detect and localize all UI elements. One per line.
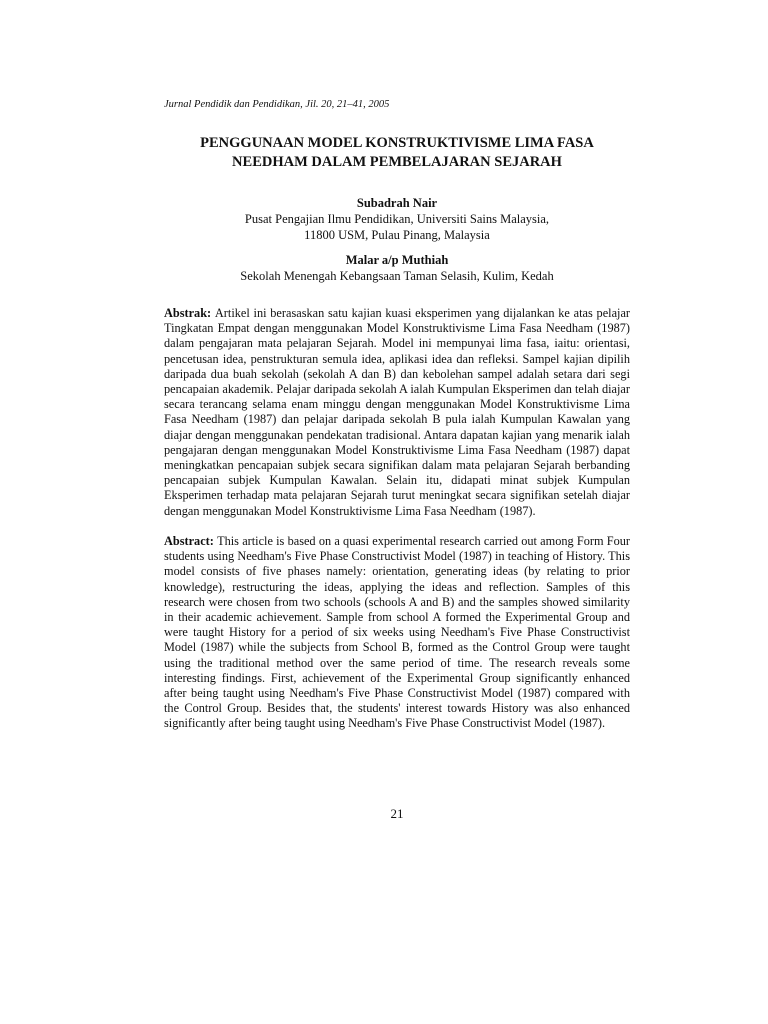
title-line-1: PENGGUNAAN MODEL KONSTRUKTIVISME LIMA FASA xyxy=(200,135,594,151)
paper-title xyxy=(164,134,630,172)
abstract-paragraph xyxy=(164,534,630,732)
title-line-2: NEEDHAM DALAM PEMBELAJARAN SEJARAH xyxy=(232,154,562,170)
author-block-2 xyxy=(164,252,630,284)
author-name: Subadrah Nair xyxy=(356,196,438,210)
author-name: Malar a/p Muthiah xyxy=(345,253,449,267)
author-block-1 xyxy=(164,195,630,243)
journal-citation: Jurnal Pendidik dan Pendidikan, Jil. 20, 21–41, 2005 xyxy=(164,99,390,110)
author-affiliation: 11800 USM, Pulau Pinang, Malaysia xyxy=(304,228,490,242)
author-affiliation: Sekolah Menengah Kebangsaan Taman Selasih, Kulim, Kedah xyxy=(240,269,554,283)
abstrak-label: Abstrak: xyxy=(164,306,215,320)
abstract-label: Abstract: xyxy=(164,534,218,548)
abstract-text: This article is based on a quasi experimental research carried out among Form Four students using Needham's Five Phase Constructivist Model (1987) in teaching of History. This model consists of five phases namely: orientation, generating ideas (by relating to prior knowledge), restructuring the ideas, applying the ideas and reflection. Samples of this research were chosen from two schools (schools A and B) and the samples showed similarity in their academic achievement. Sample from school A formed the Experimental Group and were taught History for a period of six weeks using Needham's Five Phase Constructivist Model (1987) while the subjects from School B, formed as the Control Group were taught using the traditional method over the same period of time. The research reveals some interesting findings. First, achievement of the Experimental Group significantly enhanced after being taught using Needham's Five Phase Constructivist Model (1987) compared with the Control Group. Besides that, the students' interest towards History was also enhanced significantly after being taught using Needham's Five Phase Constructivist Model (1987). xyxy=(164,534,630,731)
abstrak-text: Artikel ini berasaskan satu kajian kuasi eksperimen yang dijalankan ke atas pelajar Tingkatan Empat dengan menggunakan Model Konstruktivisme Lima Fasa Needham (1987) dalam pengajaran mata pelajaran Sejarah. Model ini mempunyai lima fasa, iaitu: orientasi, pencetusan idea, penstrukturan semula idea, aplikasi idea dan refleksi. Sampel kajian dipilih daripada dua buah sekolah (sekolah A dan B) dan kebolehan sampel adalah setara dari segi pencapaian akademik. Pelajar daripada sekolah A ialah Kumpulan Eksperimen dan telah diajar secara terancang selama enam minggu dengan menggunakan Model Konstruktivisme Lima Fasa Needham (1987) dan pelajar daripada sekolah B pula ialah Kumpulan Kawalan yang diajar dengan menggunakan pendekatan tradisional. Antara dapatan kajian yang menarik ialah pengajaran dengan menggunakan Model Konstruktivisme Lima Fasa Needham (1987) dapat meningkatkan pencapaian subjek secara signifikan dalam mata pelajaran Sejarah berbanding pencapaian subjek Kumpulan Kawalan. Selain itu, didapati minat subjek Kumpulan Eksperimen terhadap mata pelajaran Sejarah turut meningkat secara signifikan setelah diajar dengan menggunakan Model Konstruktivisme Lima Fasa Needham (1987). xyxy=(164,306,631,518)
abstrak-paragraph xyxy=(164,306,630,519)
page-number: 21 xyxy=(390,806,404,821)
author-affiliation: Pusat Pengajian Ilmu Pendidikan, Universiti Sains Malaysia, xyxy=(244,212,550,226)
